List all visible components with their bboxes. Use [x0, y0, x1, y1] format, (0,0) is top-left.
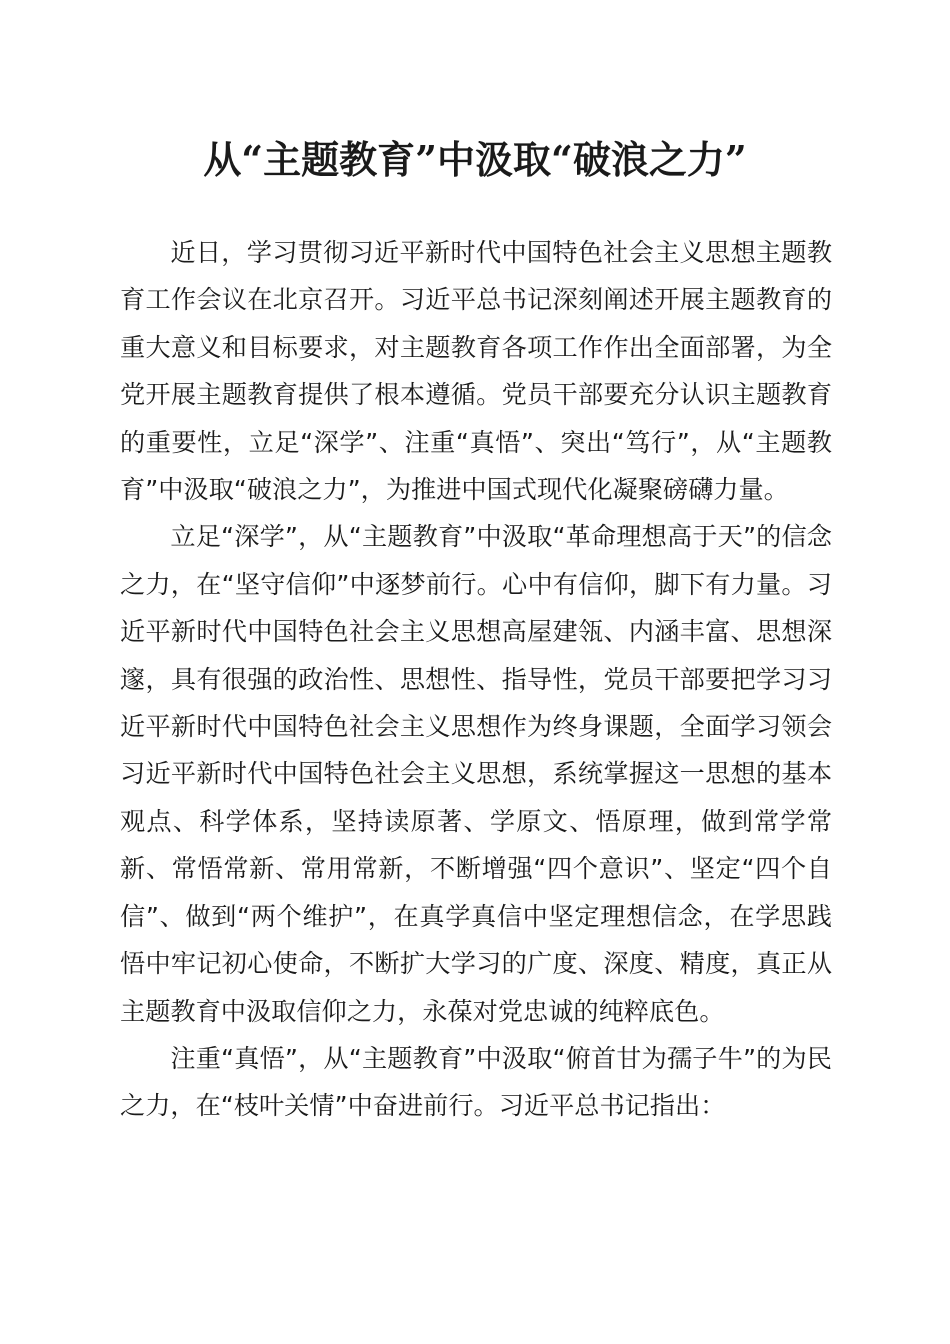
paragraph: 注重“真悟”，从“主题教育”中汲取“俯首甘为孺子牛”的为民之力，在“枝叶关情”中奋进前行。习近平总书记指出：	[120, 1043, 832, 1121]
paragraph: 近日，学习贯彻习近平新时代中国特色社会主义思想主题教育工作会议在北京召开。习近平总书记深刻阐述开展主题教育的重大意义和目标要求，对主题教育各项工作作出全面部署，为全党开展主题教育提供了根本遵循。党员干部要充分认识主题教育的重要性，立足“深学”、注重“真悟”、突出“笃行”，从“主题教育”中汲取“破浪之力”，为推进中国式现代化凝聚磅礴力量。	[120, 238, 832, 505]
paragraph: 立足“深学”，从“主题教育”中汲取“革命理想高于天”的信念之力，在“坚守信仰”中逐梦前行。心中有信仰，脚下有力量。习近平新时代中国特色社会主义思想高屋建瓴、内涵丰富、思想深邃，具有很强的政治性、思想性、指导性，党员干部要把学习习近平新时代中国特色社会主义思想作为终身课题，全面学习领会习近平新时代中国特色社会主义思想，系统掌握这一思想的基本观点、科学体系，坚持读原著、学原文、悟原理，做到常学常新、常悟常新、常用常新，不断增强“四个意识”、坚定“四个自信”、做到“两个维护”，在真学真信中坚定理想信念，在学思践悟中牢记初心使命，不断扩大学习的广度、深度、精度，真正从主题教育中汲取信仰之力，永葆对党忠诚的纯粹底色。	[120, 522, 832, 1026]
document-title: 从“主题教育”中汲取“破浪之力”	[203, 137, 747, 182]
document-body	[120, 229, 832, 1130]
